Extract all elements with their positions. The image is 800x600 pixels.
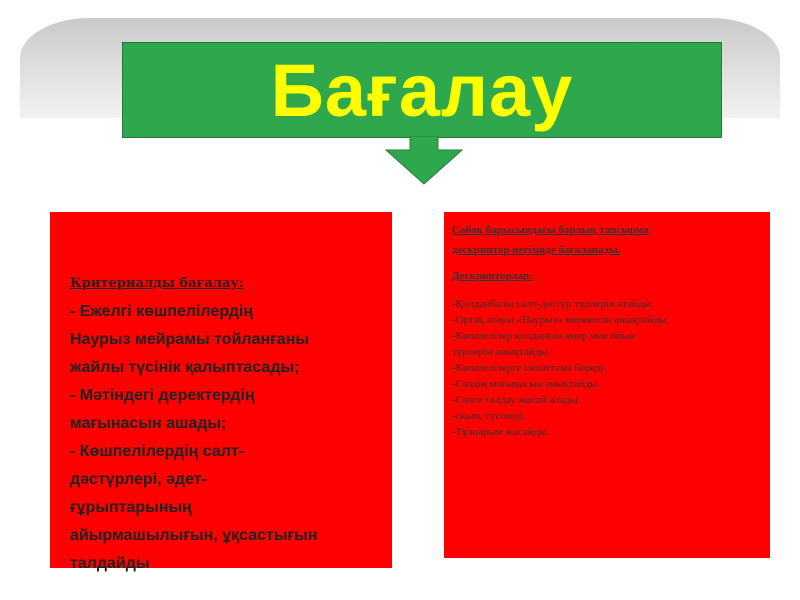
criteria-line: ғұрыптарының	[70, 499, 192, 516]
descriptors-intro	[452, 220, 762, 260]
criteria-line: дәстүрлері, әдет-	[70, 471, 207, 488]
criteria-line: жайлы түсінік қалыптасады;	[70, 359, 300, 376]
descriptor-item: -Қолданбалы салт-дәстүр түрлерін атайды.	[452, 298, 654, 310]
criteria-line: - Ежелгі көшпелілердің	[70, 303, 253, 320]
criteria-line: - Көшпелілердің салт-	[70, 443, 245, 460]
down-arrow-icon	[384, 136, 464, 186]
criteria-heading: Критериалды бағалау:	[70, 276, 244, 291]
criteria-line: Наурыз мейрамы тойланғаны	[70, 331, 310, 348]
descriptor-item: -Ортақ атауы «Наурыз» мерекесін анықтайды.	[452, 314, 670, 326]
criteria-line: - Мәтіндегі деректердің	[70, 387, 255, 404]
descriptor-item: түрлерін анықтайды.	[452, 346, 551, 358]
title-banner	[122, 42, 722, 138]
intro-line-1: Сабақ барысындағы барлық тапсырма	[452, 224, 649, 236]
criteria-line: мағынасын ашады;	[70, 415, 227, 432]
descriptor-item: -Тұжырым жасайды.	[452, 426, 550, 438]
intro-line-2: дескриптор негізінде бағаланады.	[452, 244, 621, 256]
descriptor-item: -оқып, түсінеді.	[452, 410, 526, 422]
slide-title: Бағалау	[270, 48, 574, 132]
descriptors-heading: Дескрипторлар:	[452, 270, 533, 282]
criteria-line: айырмашылығын, ұқсастығын	[70, 527, 318, 544]
descriptor-item: -Көшпелілерге сипаттама береді.	[452, 362, 607, 374]
criteria-panel	[50, 212, 392, 572]
descriptor-item: -Сөздің мағынасын анықтайды.	[452, 378, 601, 390]
criteria-line: талдайды	[70, 555, 150, 572]
descriptor-item: -Көшпелілер қолданған өнер мен ойын	[452, 330, 636, 342]
descriptors-panel	[444, 212, 770, 558]
descriptor-item: -Сөзге талдау жасай алады.	[452, 394, 581, 406]
